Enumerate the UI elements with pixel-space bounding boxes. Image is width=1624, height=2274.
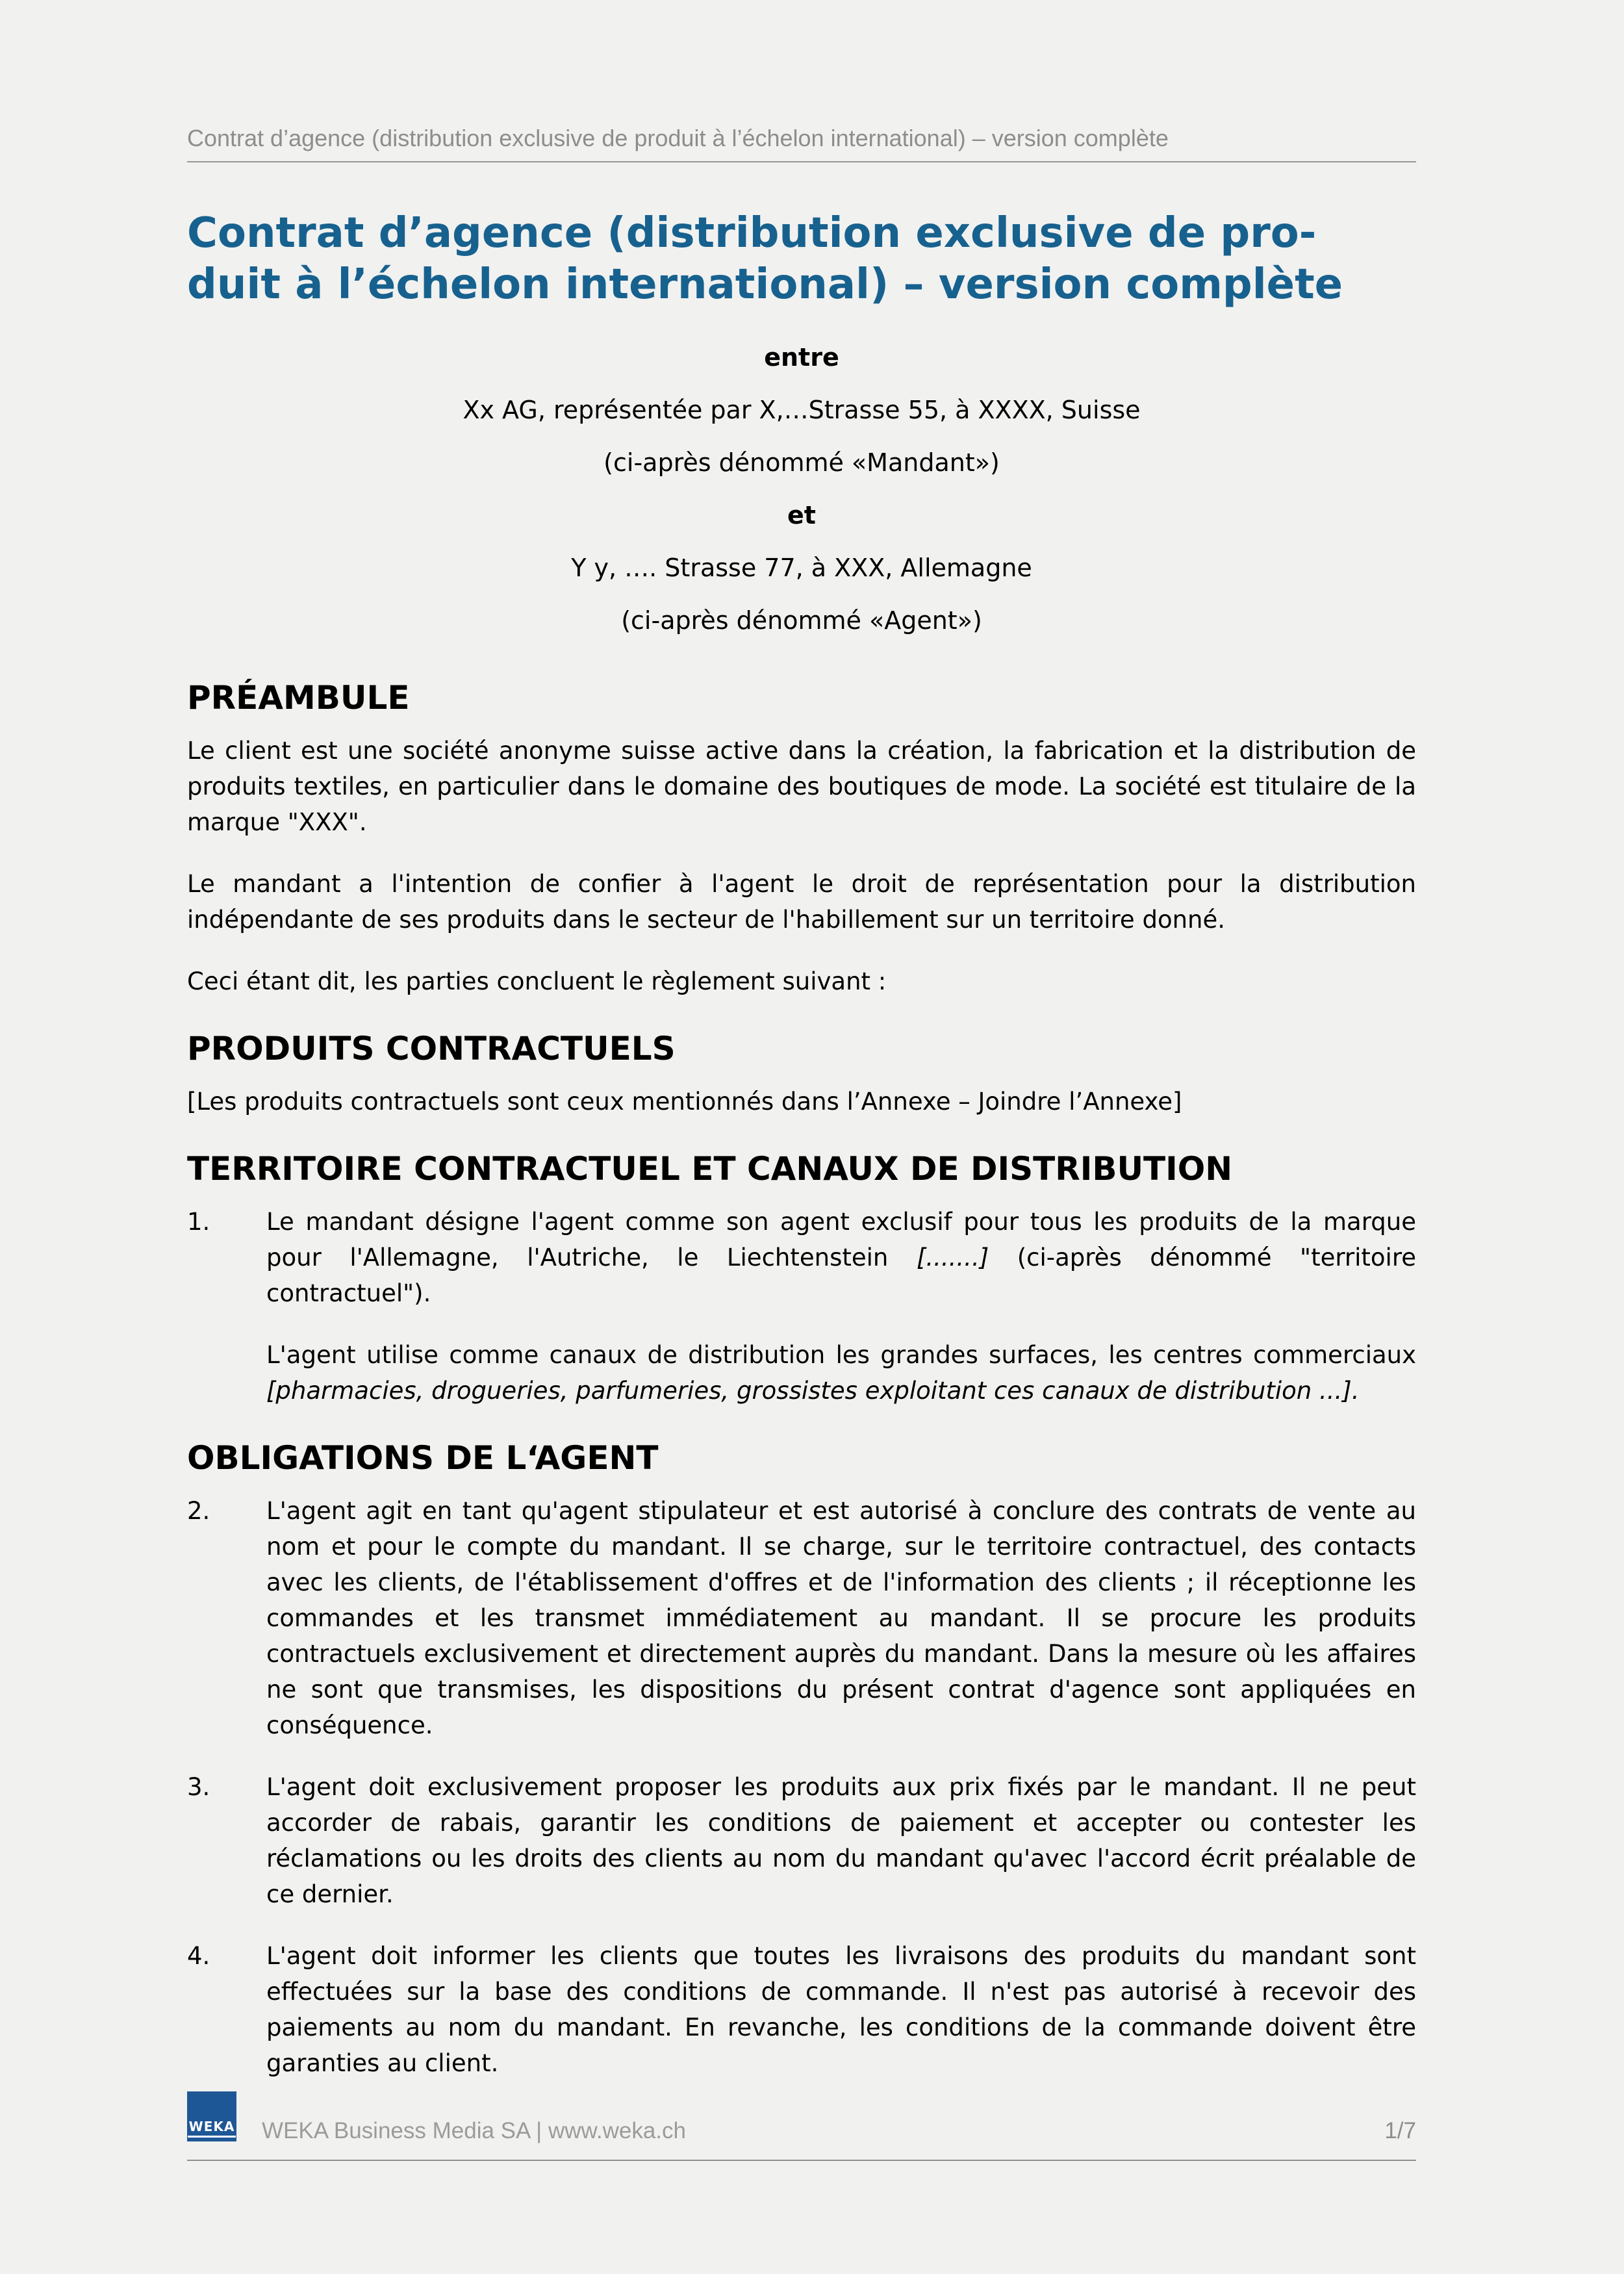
party-2-alias: (ci-après dénommé «Agent»): [621, 606, 982, 635]
weka-logo-wordmark: WEKA: [188, 2120, 236, 2138]
paragraph: [187, 733, 1416, 840]
document-title: [187, 208, 1416, 311]
sections: [187, 674, 1416, 2081]
entre-label: entre: [764, 343, 839, 372]
text-run: Le client est une société anonyme suisse active dans la création, la fabrication et la distribution de produits textiles, en particulier dans le domaine des boutiques de mode. La société est titulaire de la marque "XXX".: [187, 737, 1416, 836]
footer-divider: [187, 2160, 1416, 2161]
italic-text-run: [pharmacies, drogueries, parfumeries, grossistes exploitant ces canaux de distribution ...].: [266, 1377, 1360, 1405]
text-run: Le mandant a l'intention de confier à l'agent le droit de représentation pour la distribution indépendante de ses produits dans le secteur de l'habillement sur un territoire donné.: [187, 870, 1416, 934]
paragraph: [187, 964, 1416, 999]
list-item-number: 1.: [187, 1208, 210, 1236]
list-item-text: [266, 1493, 1416, 1743]
list-item-text: [266, 1204, 1416, 1311]
text-run: [Les produits contractuels sont ceux mentionnés dans l’Annexe – Joindre l’Annexe]: [187, 1088, 1182, 1116]
text-run: L'agent doit informer les clients que toutes les livraisons des produits du mandant sont effectuées sur la base des conditions de commande. Il n'est pas autorisé à recevoir des paiements au nom du mandant. En revanche, les conditions de la commande doivent être garanties au client.: [266, 1942, 1416, 2077]
list-item-number: 2.: [187, 1497, 210, 1525]
footer-publisher-text: WEKA Business Media SA | www.weka.ch: [262, 2118, 686, 2143]
page-footer: [187, 2117, 1416, 2145]
parties-block: [187, 340, 1416, 639]
running-header-text: Contrat d’agence (distribution exclusive de produit à l’échelon international) – version complète: [187, 125, 1169, 151]
page-number: 1/7: [1384, 2118, 1416, 2143]
party-2: Y y, …. Strasse 77, à XXX, Allemagne: [571, 554, 1032, 582]
section-heading: PRÉAMBULE: [187, 679, 410, 717]
italic-text-run: [.......]: [916, 1244, 989, 1271]
list-item-number: 3.: [187, 1773, 210, 1801]
document-title-line-2: duit à l’échelon international) – version complète: [187, 261, 1343, 309]
list-item: [187, 1938, 1416, 2081]
text-run: L'agent agit en tant qu'agent stipulateur et est autorisé à conclure des contrats de vente au nom et pour le compte du mandant. Il se charge, sur le territoire contractuel, des contacts avec les clients, de l'établissement d'offres et de l'information des clients ; il réceptionne les commandes et les transmet immédiatement au mandant. Il se procure les produits contractuels exclusivement et directement auprès du mandant. Dans la mesure où les affaires ne sont que transmises, les dispositions du présent contrat d'agence sont appliquées en conséquence.: [266, 1497, 1416, 1739]
text-run: (ci-après dénommé "territoire contractuel").: [266, 1244, 1416, 1307]
list-item-text: [266, 1769, 1416, 1912]
paragraph: [266, 1337, 1416, 1409]
section-heading: PRODUITS CONTRACTUELS: [187, 1030, 676, 1067]
text-run: L'agent utilise comme canaux de distribution les grandes surfaces, les centres commerciaux: [266, 1341, 1416, 1369]
list-item: [187, 1493, 1416, 1743]
text-run: L'agent doit exclusivement proposer les produits aux prix fixés par le mandant. Il ne peut accorder de rabais, garantir les conditions de paiement et accepter ou contester les réclamations ou les droits des clients au nom du mandant qu'avec l'accord écrit préalable de ce dernier.: [266, 1773, 1416, 1908]
page-header: [187, 0, 1416, 162]
party-1-alias: (ci-après dénommé «Mandant»): [603, 448, 1000, 477]
list-item: [187, 1204, 1416, 1311]
et-label: et: [787, 501, 816, 530]
list-item: [187, 1769, 1416, 1912]
section-heading: TERRITOIRE CONTRACTUEL ET CANAUX DE DISTRIBUTION: [187, 1150, 1233, 1188]
list-item-text: [266, 1938, 1416, 2081]
paragraph: [187, 1084, 1416, 1119]
section-heading: OBLIGATIONS DE L‘AGENT: [187, 1439, 659, 1477]
header-divider: [187, 161, 1416, 162]
document-title-line-1: Contrat d’agence (distribution exclusive de pro-: [187, 209, 1317, 257]
text-run: Ceci étant dit, les parties concluent le règlement suivant :: [187, 967, 887, 995]
list-item-number: 4.: [187, 1942, 210, 1970]
paragraph: [187, 866, 1416, 938]
party-1: Xx AG, représentée par X,…Strasse 55, à XXXX, Suisse: [463, 396, 1141, 424]
text-run: Le mandant désigne l'agent comme son agent exclusif pour tous les produits de la marque pour l'Allemagne, l'Autriche, le Liechtenstein: [266, 1208, 1416, 1271]
